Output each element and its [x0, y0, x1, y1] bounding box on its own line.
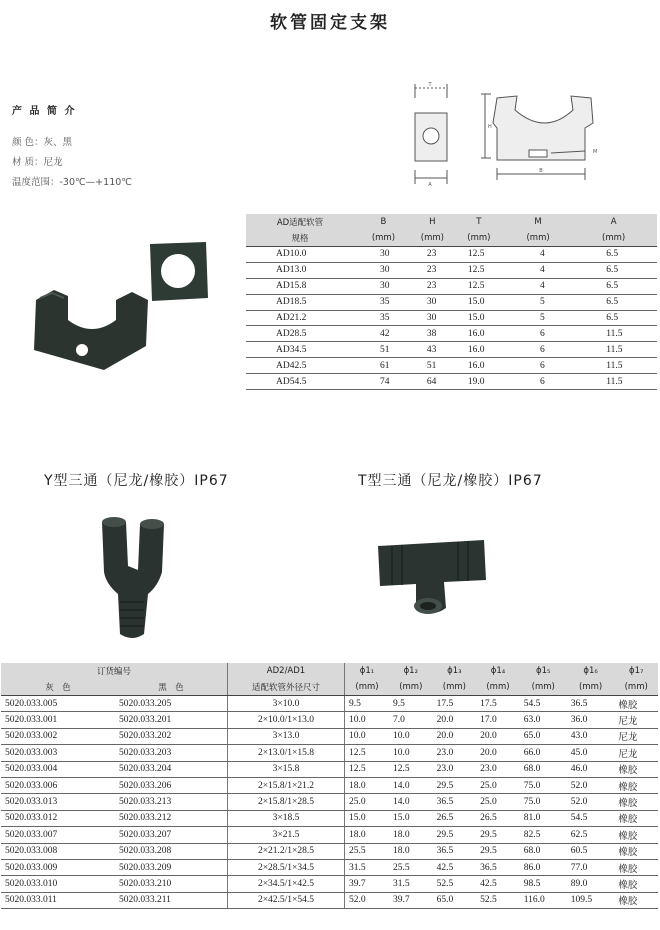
tee-table-cell: 5020.033.208 [115, 843, 228, 859]
tee-table-cell: 98.5 [520, 876, 567, 892]
bracket-table-cell: 6 [506, 374, 570, 390]
bracket-table-cell: 30 [354, 278, 413, 294]
bracket-table-cell: AD15.8 [246, 278, 354, 294]
tee-table-row [1, 843, 658, 859]
dim-label-t: T [428, 82, 432, 88]
phi-header-7: ϕ1₇ [614, 663, 658, 679]
tee-table-row [1, 777, 658, 793]
tee-table-cell: 20.0 [476, 745, 520, 761]
tee-table-cell: 54.5 [567, 810, 615, 826]
tee-table-row [1, 761, 658, 777]
tee-table-cell: 12.5 [345, 745, 390, 761]
tee-table-cell: 17.0 [476, 712, 520, 728]
tee-table-cell: 5020.033.011 [1, 892, 115, 908]
bracket-table-cell: 11.5 [570, 358, 657, 374]
bracket-table-cell: 11.5 [570, 342, 657, 358]
bracket-table-cell: 12.5 [452, 262, 506, 278]
tee-table-cell: 橡胶 [614, 892, 658, 908]
tee-table-cell: 77.0 [567, 859, 615, 875]
tee-table-cell: 36.5 [567, 696, 615, 712]
bracket-unit-h: (mm) [413, 230, 452, 247]
bracket-table-row [246, 326, 657, 342]
tee-table-cell: 10.0 [345, 728, 390, 744]
unit-header-4: (mm) [476, 679, 520, 696]
tee-table-cell: 5020.033.209 [115, 859, 228, 875]
tee-table-cell: 橡胶 [614, 843, 658, 859]
tee-table-cell: 5020.033.201 [115, 712, 228, 728]
intro-temperature: 温度范围：-30℃—+110℃ [12, 177, 132, 188]
tee-table-cell: 43.0 [567, 728, 615, 744]
tee-table-cell: 橡胶 [614, 810, 658, 826]
tee-table-cell: 52.0 [567, 794, 615, 810]
section-title-t-tee: T型三通（尼龙/橡胶）IP67 [358, 473, 543, 489]
tee-table-cell: 5020.033.009 [1, 859, 115, 875]
unit-header-2: (mm) [389, 679, 433, 696]
tee-table-row [1, 794, 658, 810]
bracket-table-cell: 11.5 [570, 326, 657, 342]
tee-table-cell: 65.0 [520, 728, 567, 744]
bracket-table-cell: AD21.2 [246, 310, 354, 326]
unit-header-3: (mm) [433, 679, 477, 696]
bracket-unit-t: (mm) [452, 230, 506, 247]
bracket-table-cell: 30 [413, 294, 452, 310]
tee-table-cell: 14.0 [389, 777, 433, 793]
tee-table-cell: 尼龙 [614, 728, 658, 744]
bracket-table-cell: 12.5 [452, 278, 506, 294]
tee-table-cell: 9.5 [389, 696, 433, 712]
tee-table-cell: 18.0 [389, 843, 433, 859]
bracket-table-cell: 30 [354, 262, 413, 278]
tee-table-cell: 52.0 [345, 892, 390, 908]
grey-header: 灰 色 [1, 679, 115, 696]
tee-table-cell: 29.5 [476, 827, 520, 843]
tee-table-cell: 52.5 [433, 876, 477, 892]
tee-table-row [1, 712, 658, 728]
bracket-table-cell: 6.5 [570, 294, 657, 310]
bracket-table-cell: 30 [354, 247, 413, 263]
tee-table-cell: 68.0 [520, 761, 567, 777]
tee-table-cell: 29.5 [433, 777, 477, 793]
bracket-table-cell: 6.5 [570, 310, 657, 326]
tee-table-cell: 尼龙 [614, 745, 658, 761]
bracket-table-cell: 4 [506, 262, 570, 278]
bracket-product-image [28, 238, 223, 378]
tee-table-cell: 5020.033.204 [115, 761, 228, 777]
bracket-table-cell: 23 [413, 262, 452, 278]
tee-table-cell: 5020.033.004 [1, 761, 115, 777]
tee-table-cell: 5020.033.203 [115, 745, 228, 761]
tee-table-cell: 尼龙 [614, 712, 658, 728]
tee-table-cell: 5020.033.001 [1, 712, 115, 728]
tee-table-cell: 46.0 [567, 761, 615, 777]
bracket-table-cell: 6 [506, 358, 570, 374]
tee-table-cell: 36.5 [476, 859, 520, 875]
tee-table-cell: 36.5 [433, 843, 477, 859]
bracket-table-cell: 74 [354, 374, 413, 390]
bracket-table-row [246, 310, 657, 326]
tee-table-cell: 10.0 [389, 745, 433, 761]
tee-table-cell: 3×21.5 [228, 827, 345, 843]
bracket-table-cell: AD28.5 [246, 326, 354, 342]
tee-table-cell: 29.5 [433, 827, 477, 843]
tee-table-cell: 5020.033.003 [1, 745, 115, 761]
tee-table-cell: 5020.033.206 [115, 777, 228, 793]
y-tee-product-image [88, 510, 198, 650]
bracket-header-h: H [413, 214, 452, 230]
unit-header-7: (mm) [614, 679, 658, 696]
ad-size-header-top: AD2/AD1 [228, 663, 345, 679]
phi-header-4: ϕ1₄ [476, 663, 520, 679]
tee-table-cell: 2×15.8/1×21.2 [228, 777, 345, 793]
bracket-table-row [246, 262, 657, 278]
tee-table-cell: 52.5 [476, 892, 520, 908]
bracket-table-cell: 15.0 [452, 310, 506, 326]
bracket-table-cell: 35 [354, 310, 413, 326]
tee-table-cell: 2×13.0/1×15.8 [228, 745, 345, 761]
tee-table-row [1, 827, 658, 843]
tee-table-cell: 10.0 [389, 728, 433, 744]
order-number-header: 订货编号 [1, 663, 228, 679]
bracket-table-cell: 5 [506, 310, 570, 326]
tee-table-cell: 63.0 [520, 712, 567, 728]
tee-table-cell: 5020.033.213 [115, 794, 228, 810]
tee-table-row [1, 745, 658, 761]
tee-table-cell: 18.0 [345, 827, 390, 843]
tee-table-cell: 18.0 [389, 827, 433, 843]
tee-table-cell: 5020.033.013 [1, 794, 115, 810]
tee-table-cell: 5020.033.211 [115, 892, 228, 908]
tee-table-cell: 52.0 [567, 777, 615, 793]
tee-table-cell: 26.5 [476, 810, 520, 826]
tee-table-row [1, 892, 658, 908]
bracket-table-cell: AD54.5 [246, 374, 354, 390]
tee-table-row [1, 859, 658, 875]
tee-table-cell: 89.0 [567, 876, 615, 892]
bracket-table-cell: 16.0 [452, 358, 506, 374]
tee-table-cell: 36.5 [433, 794, 477, 810]
bracket-table-row [246, 247, 657, 263]
tee-table-cell: 25.5 [345, 843, 390, 859]
tee-table-cell: 25.5 [389, 859, 433, 875]
tee-table-cell: 2×28.5/1×34.5 [228, 859, 345, 875]
tee-table-cell: 橡胶 [614, 696, 658, 712]
bracket-table-cell: 15.0 [452, 294, 506, 310]
bracket-table-cell: 4 [506, 247, 570, 263]
bracket-header-t: T [452, 214, 506, 230]
tee-table-cell: 17.5 [433, 696, 477, 712]
bracket-table-cell: 61 [354, 358, 413, 374]
tee-table-cell: 39.7 [389, 892, 433, 908]
tee-table-cell: 29.5 [476, 843, 520, 859]
bracket-table-cell: 4 [506, 278, 570, 294]
bracket-table-cell: 30 [413, 310, 452, 326]
bracket-table-cell: 6.5 [570, 262, 657, 278]
tee-table-cell: 18.0 [345, 777, 390, 793]
tee-table-cell: 39.7 [345, 876, 390, 892]
bracket-table-cell: AD18.5 [246, 294, 354, 310]
tee-table-cell: 5020.033.205 [115, 696, 228, 712]
t-tee-product-image [372, 530, 492, 620]
tee-table-cell: 5020.033.202 [115, 728, 228, 744]
tee-table-cell: 5020.033.212 [115, 810, 228, 826]
tee-table-cell: 3×10.0 [228, 696, 345, 712]
bracket-table-cell: 16.0 [452, 342, 506, 358]
tee-table-cell: 橡胶 [614, 876, 658, 892]
tee-table-cell: 86.0 [520, 859, 567, 875]
tee-table-cell: 9.5 [345, 696, 390, 712]
intro-color: 颜 色：灰、黑 [12, 137, 73, 148]
bracket-table-cell: 11.5 [570, 374, 657, 390]
intro-material: 材 质：尼龙 [12, 157, 63, 168]
tee-table-cell: 62.5 [567, 827, 615, 843]
bracket-table-cell: 23 [413, 278, 452, 294]
tee-table-cell: 20.0 [433, 728, 477, 744]
bracket-table-cell: AD42.5 [246, 358, 354, 374]
tee-table-cell: 15.0 [345, 810, 390, 826]
tee-table-cell: 5020.033.012 [1, 810, 115, 826]
tee-table-cell: 5020.033.010 [1, 876, 115, 892]
bracket-table-cell: AD13.0 [246, 262, 354, 278]
tee-table-cell: 7.0 [389, 712, 433, 728]
tee-table-cell: 5020.033.006 [1, 777, 115, 793]
tee-table-cell: 3×18.5 [228, 810, 345, 826]
tee-table-cell: 15.0 [389, 810, 433, 826]
tee-table-cell: 75.0 [520, 777, 567, 793]
bracket-table-cell: AD10.0 [246, 247, 354, 263]
bracket-table-cell: 6 [506, 342, 570, 358]
tee-table-cell: 25.0 [476, 794, 520, 810]
section-title-y-tee: Y型三通（尼龙/橡胶）IP67 [44, 473, 229, 489]
bracket-header-m: M [506, 214, 570, 230]
tee-table-cell: 31.5 [389, 876, 433, 892]
unit-header-1: (mm) [345, 679, 390, 696]
tee-table-cell: 23.0 [433, 761, 477, 777]
tee-table-cell: 2×10.0/1×13.0 [228, 712, 345, 728]
tee-table-cell: 36.0 [567, 712, 615, 728]
phi-header-1: ϕ1₁ [345, 663, 390, 679]
bracket-table-cell: 51 [413, 358, 452, 374]
bracket-table-cell: 6 [506, 326, 570, 342]
bracket-header-a: A [570, 214, 657, 230]
tee-table-cell: 66.0 [520, 745, 567, 761]
tee-table-cell: 3×13.0 [228, 728, 345, 744]
tee-table-cell: 橡胶 [614, 794, 658, 810]
tee-table-cell: 23.0 [476, 761, 520, 777]
tee-table-cell: 68.0 [520, 843, 567, 859]
bracket-table-cell: 16.0 [452, 326, 506, 342]
tee-table-cell: 65.0 [433, 892, 477, 908]
tee-table-row [1, 810, 658, 826]
bracket-table-cell: 19.0 [452, 374, 506, 390]
tee-table-cell: 12.5 [345, 761, 390, 777]
tee-table-row [1, 696, 658, 712]
tee-table-cell: 橡胶 [614, 859, 658, 875]
bracket-table-cell: 6.5 [570, 247, 657, 263]
bracket-unit-b: (mm) [354, 230, 413, 247]
bracket-table-cell: 42 [354, 326, 413, 342]
bracket-unit-m: (mm) [506, 230, 570, 247]
phi-header-2: ϕ1₂ [389, 663, 433, 679]
tee-table-cell: 5020.033.005 [1, 696, 115, 712]
tee-table-cell: 5020.033.002 [1, 728, 115, 744]
bracket-table-row [246, 278, 657, 294]
dim-label-m: M [593, 149, 598, 155]
tee-table-cell: 42.5 [476, 876, 520, 892]
tee-table-cell: 23.0 [433, 745, 477, 761]
tee-table-cell: 17.5 [476, 696, 520, 712]
tee-table-cell: 2×21.2/1×28.5 [228, 843, 345, 859]
tee-table-cell: 5020.033.207 [115, 827, 228, 843]
tee-table-cell: 45.0 [567, 745, 615, 761]
bracket-table-cell: 35 [354, 294, 413, 310]
bracket-table-row [246, 374, 657, 390]
bracket-table-row [246, 294, 657, 310]
tee-spec-table [1, 663, 658, 909]
bracket-header-spec: 规格 [246, 230, 354, 247]
tee-table-cell: 81.0 [520, 810, 567, 826]
bracket-header-b: B [354, 214, 413, 230]
tee-table-cell: 75.0 [520, 794, 567, 810]
tee-table-cell: 25.0 [476, 777, 520, 793]
tee-table-row [1, 876, 658, 892]
phi-header-5: ϕ1₅ [520, 663, 567, 679]
phi-header-6: ϕ1₆ [567, 663, 615, 679]
bracket-table-cell: 6.5 [570, 278, 657, 294]
tee-table-cell: 橡胶 [614, 761, 658, 777]
bracket-table-cell: 38 [413, 326, 452, 342]
tee-table-cell: 2×42.5/1×54.5 [228, 892, 345, 908]
unit-header-6: (mm) [567, 679, 615, 696]
dim-label-a: A [428, 182, 432, 188]
tee-table-cell: 橡胶 [614, 827, 658, 843]
bracket-technical-drawing [395, 78, 615, 198]
phi-header-3: ϕ1₃ [433, 663, 477, 679]
tee-table-cell: 42.5 [433, 859, 477, 875]
bracket-table-cell: AD34.5 [246, 342, 354, 358]
bracket-spec-table [246, 214, 657, 390]
bracket-unit-a: (mm) [570, 230, 657, 247]
tee-table-cell: 5020.033.007 [1, 827, 115, 843]
intro-heading: 产 品 简 介 [12, 106, 77, 117]
unit-header-5: (mm) [520, 679, 567, 696]
tee-table-cell: 20.0 [476, 728, 520, 744]
ad-size-header-bottom: 适配软管外径尺寸 [228, 679, 345, 696]
tee-table-cell: 5020.033.008 [1, 843, 115, 859]
tee-table-cell: 2×15.8/1×28.5 [228, 794, 345, 810]
bracket-table-cell: 64 [413, 374, 452, 390]
bracket-table-cell: 51 [354, 342, 413, 358]
tee-table-cell: 10.0 [345, 712, 390, 728]
bracket-table-cell: 43 [413, 342, 452, 358]
tee-table-cell: 109.5 [567, 892, 615, 908]
tee-table-cell: 20.0 [433, 712, 477, 728]
tee-table-cell: 5020.033.210 [115, 876, 228, 892]
bracket-table-cell: 5 [506, 294, 570, 310]
tee-table-cell: 25.0 [345, 794, 390, 810]
tee-table-cell: 54.5 [520, 696, 567, 712]
tee-table-cell: 60.5 [567, 843, 615, 859]
tee-table-cell: 橡胶 [614, 777, 658, 793]
tee-table-cell: 82.5 [520, 827, 567, 843]
dim-label-b: B [539, 168, 543, 174]
bracket-table-row [246, 342, 657, 358]
black-header: 黑 色 [115, 679, 228, 696]
bracket-table-row [246, 358, 657, 374]
tee-table-cell: 12.5 [389, 761, 433, 777]
tee-table-cell: 3×15.8 [228, 761, 345, 777]
tee-table-cell: 14.0 [389, 794, 433, 810]
bracket-header-ad: AD适配软管 [246, 214, 354, 230]
tee-table-cell: 2×34.5/1×42.5 [228, 876, 345, 892]
page-title: 软管固定支架 [270, 13, 390, 33]
bracket-table-cell: 23 [413, 247, 452, 263]
dim-label-h: H [488, 124, 492, 130]
tee-table-cell: 26.5 [433, 810, 477, 826]
tee-table-cell: 31.5 [345, 859, 390, 875]
tee-table-cell: 116.0 [520, 892, 567, 908]
tee-table-row [1, 728, 658, 744]
bracket-table-cell: 12.5 [452, 247, 506, 263]
